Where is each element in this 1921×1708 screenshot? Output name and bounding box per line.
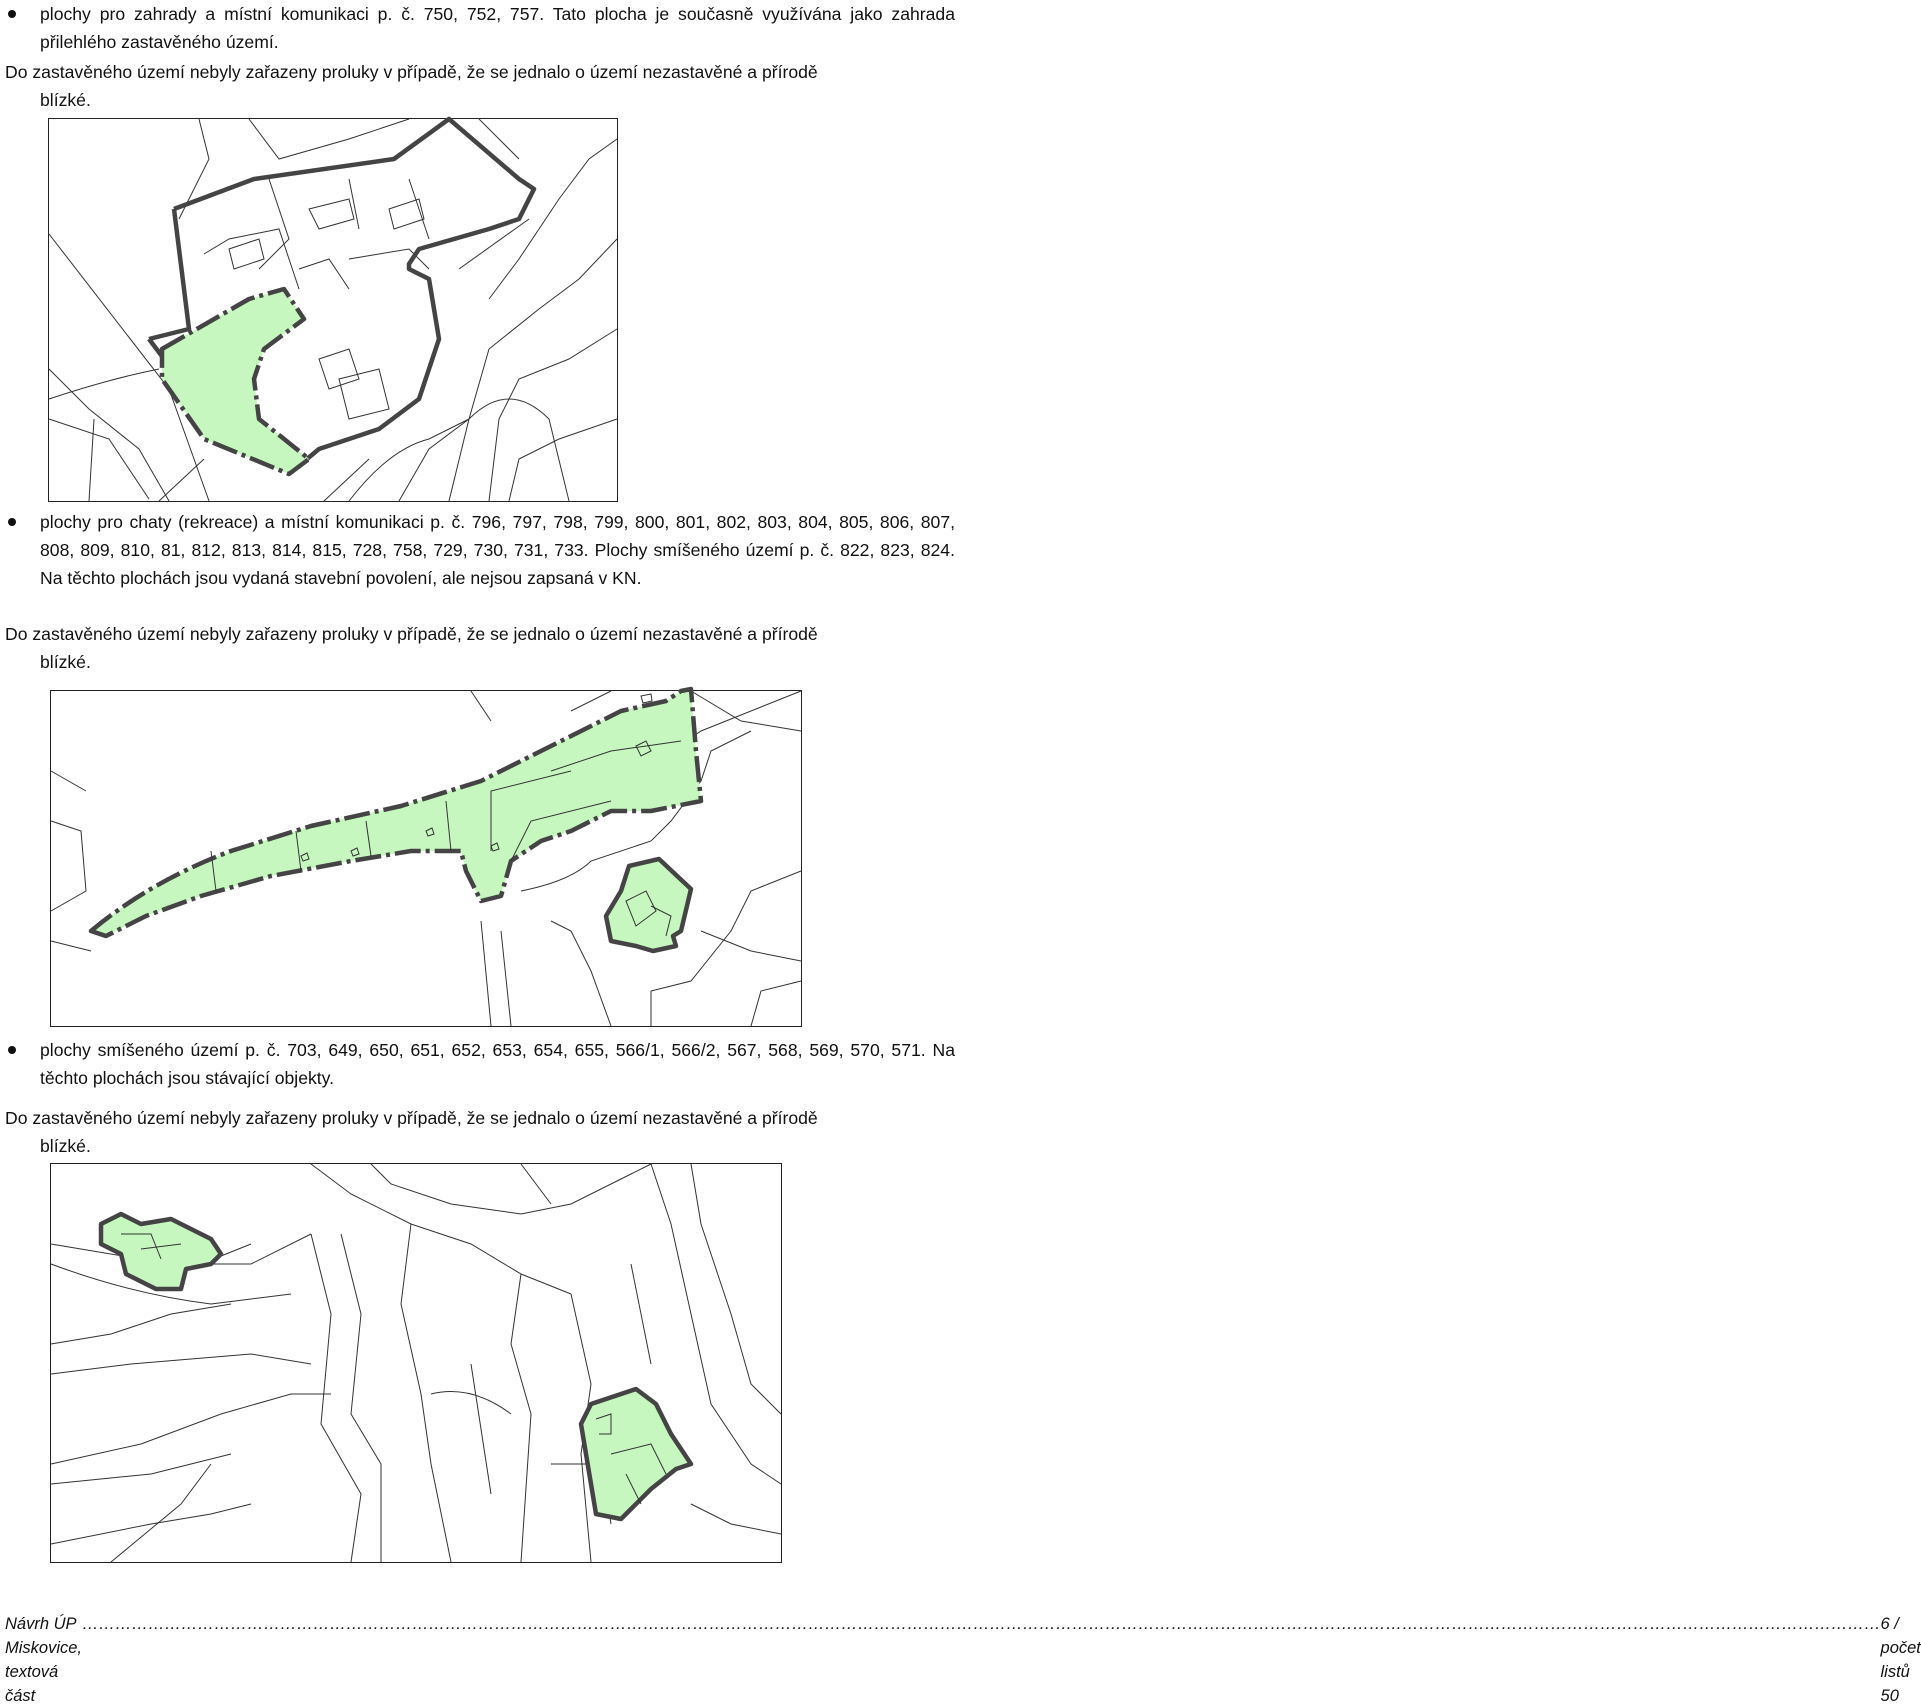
bullet xyxy=(8,518,16,526)
cadastral-map-3 xyxy=(50,1163,782,1563)
footer-document-title: Návrh ÚP Miskovice, textová část xyxy=(5,1615,83,1705)
page-footer xyxy=(5,1612,1921,1708)
paragraph-gaps-note: Do zastavěného území nebyly zařazeny proluky v případě, že se jednalo o území nezastavěné a přírodě xyxy=(5,1108,818,1128)
cadastral-map-2 xyxy=(50,690,802,1027)
paragraph-gaps-note-cont: blízké. xyxy=(40,1136,91,1156)
paragraph-mixed-use: plochy smíšeného území p. č. 703, 649, 650, 651, 652, 653, 654, 655, 566/1, 566/2, 567, 568, 569, 570, 571. Na těchto plochách jsou stávající objekty. xyxy=(40,1040,955,1088)
paragraph-gardens: plochy pro zahrady a místní komunikaci p. č. 750, 752, 757. Tato plocha je současně využívána jako zahrada přilehlého zastavěného území. xyxy=(40,4,955,52)
footer-leader-dots: ………………………………………………………………………………………………………………………………………………………………………………………………………………………………………………………………………………………………… xyxy=(82,1615,1881,1633)
map-1-drawing xyxy=(49,119,617,501)
paragraph-gaps-note-cont: blízké. xyxy=(40,90,91,110)
paragraph-cottages: plochy pro chaty (rekreace) a místní komunikaci p. č. 796, 797, 798, 799, 800, 801, 802, 803, 804, 805, 806, 807, 808, 809, 810, 81, 812, 813, 814, 815, 728, 758, 729, 730, 731, 733. Plochy smíšeného území p. č. 822, 823, 824. Na těchto plochách jsou vydaná stavební povolení, ale nejsou zapsaná v KN. xyxy=(40,512,955,588)
map-2-drawing xyxy=(51,691,801,1026)
cadastral-map-1 xyxy=(48,118,618,502)
map-3-drawing xyxy=(51,1164,781,1562)
paragraph-gaps-note-cont: blízké. xyxy=(40,652,91,672)
footer-page-number: 6 / počet listů 50 xyxy=(1880,1615,1921,1705)
paragraph-gaps-note: Do zastavěného území nebyly zařazeny proluky v případě, že se jednalo o území nezastavěné a přírodě xyxy=(5,62,818,82)
bullet xyxy=(8,10,16,18)
paragraph-gaps-note: Do zastavěného území nebyly zařazeny proluky v případě, že se jednalo o území nezastavěné a přírodě xyxy=(5,624,818,644)
bullet xyxy=(8,1046,16,1054)
